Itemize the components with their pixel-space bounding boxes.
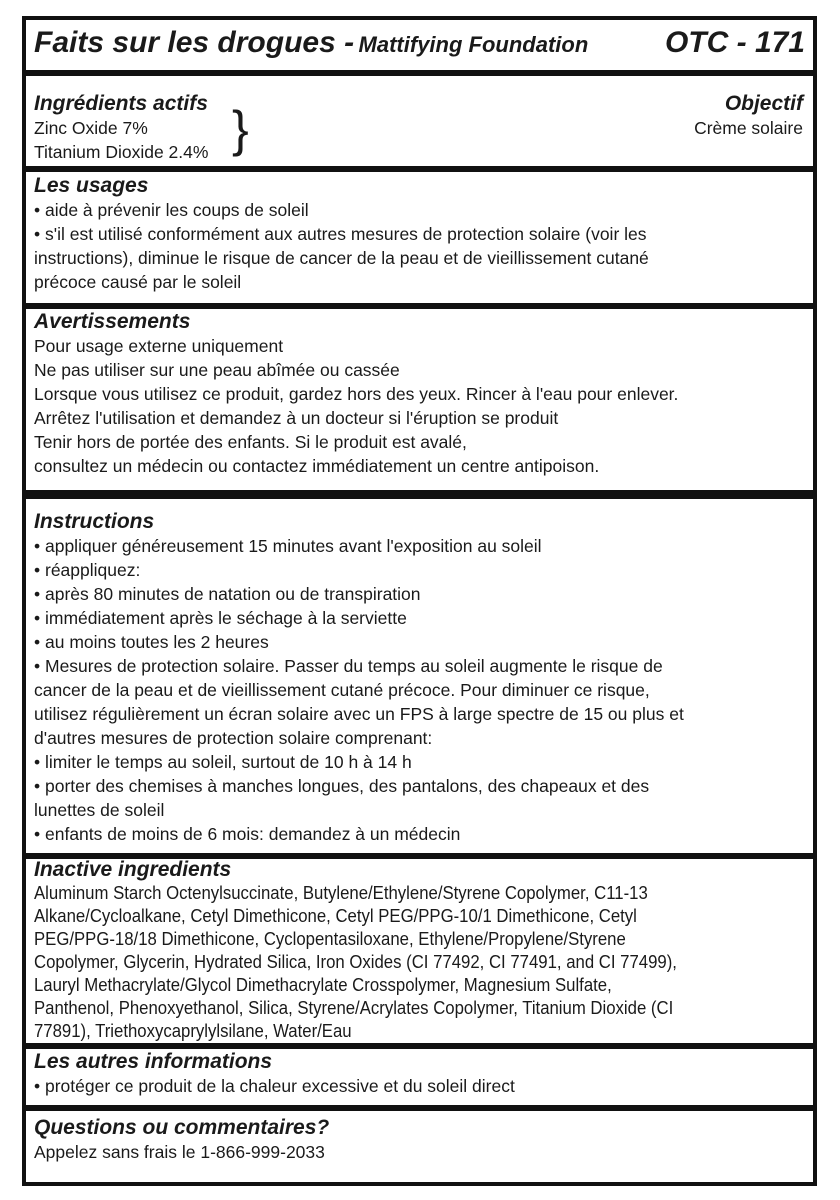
divider bbox=[26, 1043, 813, 1049]
uses-line: instructions), diminue le risque de cancer de la peau et de vieillissement cutané bbox=[34, 248, 649, 268]
uses-line: • s'il est utilisé conformément aux autres mesures de protection solaire (voir les bbox=[34, 224, 647, 244]
inactive-line: Lauryl Methacrylate/Glycol Dimethacrylate Crosspolymer, Magnesium Sulfate, bbox=[34, 975, 612, 995]
warnings-line: Lorsque vous utilisez ce produit, gardez hors des yeux. Rincer à l'eau pour enlever. bbox=[34, 384, 679, 404]
directions-line: • porter des chemises à manches longues, des pantalons, des chapeaux et des bbox=[34, 776, 650, 796]
warnings-line: Pour usage externe uniquement bbox=[34, 336, 284, 356]
inactive-line: Copolymer, Glycerin, Hydrated Silica, Iron Oxides (CI 77492, CI 77491, and CI 77499), bbox=[34, 952, 677, 972]
uses-line: • aide à prévenir les coups de soleil bbox=[34, 200, 309, 220]
warnings-line: Arrêtez l'utilisation et demandez à un docteur si l'éruption se produit bbox=[34, 408, 559, 428]
directions-line: utilisez régulièrement un écran solaire avec un FPS à large spectre de 15 ou plus et bbox=[34, 704, 684, 724]
objective-heading: Objectif bbox=[724, 92, 803, 115]
active-ingredient: Zinc Oxide 7% bbox=[34, 118, 148, 138]
directions-section bbox=[34, 510, 805, 846]
warnings-line: Tenir hors de portée des enfants. Si le produit est avalé, bbox=[34, 432, 467, 452]
title-row bbox=[34, 26, 805, 66]
divider bbox=[26, 1105, 813, 1111]
title-heading bbox=[34, 26, 588, 60]
inactive-line: PEG/PPG-18/18 Dimethicone, Cyclopentasiloxane, Ethylene/Propylene/Styrene bbox=[34, 929, 626, 949]
divider bbox=[26, 166, 813, 172]
warnings-line: consultez un médecin ou contactez immédiatement un centre antipoison. bbox=[34, 456, 600, 476]
drug-facts-panel bbox=[22, 16, 817, 1186]
directions-line: • enfants de moins de 6 mois: demandez à un médecin bbox=[34, 824, 461, 844]
uses-heading: Les usages bbox=[34, 174, 149, 197]
inactive-line: Panthenol, Phenoxyethanol, Silica, Styrene/Acrylates Copolymer, Titanium Dioxide (CI bbox=[34, 998, 674, 1018]
warnings-line: Ne pas utiliser sur une peau abîmée ou cassée bbox=[34, 360, 400, 380]
other-line: • protéger ce produit de la chaleur excessive et du soleil direct bbox=[34, 1076, 515, 1096]
divider bbox=[26, 70, 813, 76]
questions-section bbox=[34, 1116, 805, 1164]
inactive-line: Alkane/Cycloalkane, Cetyl Dimethicone, Cetyl PEG/PPG-10/1 Dimethicone, Cetyl bbox=[34, 906, 637, 926]
objective bbox=[694, 92, 803, 140]
directions-line: • après 80 minutes de natation ou de transpiration bbox=[34, 584, 421, 604]
questions-line: Appelez sans frais le 1-866-999-2033 bbox=[34, 1142, 325, 1162]
directions-line: lunettes de soleil bbox=[34, 800, 165, 820]
uses-section bbox=[34, 174, 805, 294]
warnings-section bbox=[34, 310, 805, 478]
divider bbox=[26, 490, 813, 499]
directions-line: • au moins toutes les 2 heures bbox=[34, 632, 269, 652]
title-main: Faits sur les drogues - bbox=[34, 26, 355, 59]
inactive-ingredients-text bbox=[34, 882, 806, 1043]
other-information-section bbox=[34, 1050, 805, 1098]
directions-line: • réappliquez: bbox=[34, 560, 141, 580]
title-product: Mattifying Foundation bbox=[358, 32, 589, 57]
objective-value: Crème solaire bbox=[694, 118, 803, 138]
warnings-heading: Avertissements bbox=[34, 310, 191, 333]
directions-line: d'autres mesures de protection solaire comprenant: bbox=[34, 728, 433, 748]
directions-line: • limiter le temps au soleil, surtout de 10 h à 14 h bbox=[34, 752, 412, 772]
title-code: OTC - 171 bbox=[664, 26, 805, 59]
directions-line: cancer de la peau et de vieillissement cutané précoce. Pour diminuer ce risque, bbox=[34, 680, 650, 700]
inactive-line: Aluminum Starch Octenylsuccinate, Butylene/Ethylene/Styrene Copolymer, C11-13 bbox=[34, 883, 648, 903]
divider bbox=[26, 303, 813, 309]
directions-line: • appliquer généreusement 15 minutes avant l'exposition au soleil bbox=[34, 536, 542, 556]
active-ingredients-section bbox=[34, 92, 805, 176]
directions-line: • immédiatement après le séchage à la serviette bbox=[34, 608, 407, 628]
active-ingredients-heading: Ingrédients actifs bbox=[34, 92, 208, 115]
directions-heading: Instructions bbox=[34, 510, 155, 533]
inactive-ingredients-section bbox=[34, 858, 805, 1043]
brace: } bbox=[232, 101, 249, 157]
directions-line: • Mesures de protection solaire. Passer du temps au soleil augmente le risque de bbox=[34, 656, 663, 676]
questions-heading: Questions ou commentaires? bbox=[34, 1116, 330, 1139]
inactive-heading: Inactive ingredients bbox=[34, 858, 232, 881]
uses-line: précoce causé par le soleil bbox=[34, 272, 242, 292]
active-ingredient: Titanium Dioxide 2.4% bbox=[34, 142, 209, 162]
inactive-line: 77891), Triethoxycaprylylsilane, Water/Eau bbox=[34, 1021, 352, 1041]
other-heading: Les autres informations bbox=[34, 1050, 273, 1073]
